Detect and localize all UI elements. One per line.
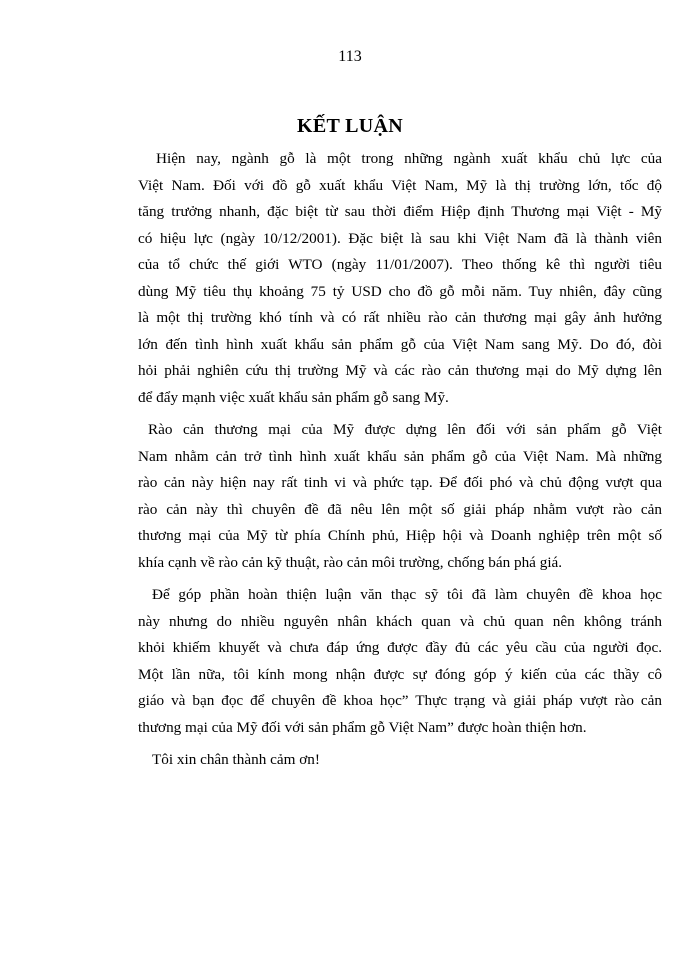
text-line: là một thị trường khó tính và có rất nhiều rào cản thương mại gây ảnh hưởng [138, 309, 662, 326]
text-line: của tổ chức thế giới WTO (ngày 11/01/2007). Theo thống kê thì người tiêu [138, 256, 662, 273]
text-line: khía cạnh về rào cản kỹ thuật, rào cản môi trường, chống bán phá giá. [138, 553, 563, 571]
text-line: Việt Nam. Đối với đồ gỗ xuất khẩu Việt Nam, Mỹ là thị trường lớn, tốc độ [138, 176, 662, 194]
section-heading: KẾT LUẬN [297, 115, 403, 137]
text-line: khỏi khiếm khuyết và chưa đáp ứng được đầy đủ các yêu cầu của người đọc. [138, 639, 662, 656]
text-line: giáo và bạn đọc để chuyên đề khoa học” Thực trạng và giải pháp vượt rào cản [138, 692, 662, 709]
text-line: Nam nhằm cản trở tình hình xuất khẩu sản phẩm gỗ của Việt Nam. Mà những [138, 447, 662, 465]
body-text [138, 146, 662, 780]
text-line: Để góp phần hoàn thiện luận văn thạc sỹ tôi đã làm chuyên đề khoa học [152, 586, 662, 603]
text-line: Một lần nữa, tôi kính mong nhận được sự đóng góp ý kiến của các thầy cô [138, 665, 662, 683]
text-line: có hiệu lực (ngày 10/12/2001). Đặc biệt là sau khi Việt Nam đã là thành viên [138, 229, 662, 247]
text-line: này nhưng do nhiều nguyên nhân khách quan và chủ quan nên không tránh [138, 612, 662, 630]
page-number: 113 [338, 48, 362, 65]
paragraph-3 [138, 582, 662, 741]
text-line: thương mại của Mỹ từ phía Chính phủ, Hiệp hội và Doanh nghiệp trên một số [138, 527, 662, 544]
text-line: Hiện nay, ngành gỗ là một trong những ngành xuất khẩu chủ lực của [156, 150, 662, 167]
text-line: Rào cản thương mại của Mỹ được dựng lên đối với sản phẩm gỗ Việt [148, 421, 662, 438]
paragraph-4 [138, 747, 662, 774]
text-line: dùng Mỹ tiêu thụ khoảng 75 tỷ USD cho đồ gỗ mỗi năm. Tuy nhiên, đây cũng [138, 282, 662, 300]
text-line: thương mại của Mỹ đối với sản phẩm gỗ Việt Nam” được hoàn thiện hơn. [138, 718, 587, 736]
text-line: rào cản này hiện nay rất tinh vi và phức tạp. Để đối phó và chủ động vượt qua [138, 474, 662, 491]
text-line: để đẩy mạnh việc xuất khẩu sản phẩm gỗ sang Mỹ. [138, 388, 449, 406]
text-line: hỏi phải nghiên cứu thị trường Mỹ và các rào cản thương mại do Mỹ dựng lên [138, 362, 662, 379]
paragraph-2 [138, 417, 662, 576]
paragraph-1 [138, 146, 662, 411]
text-line: tăng trưởng nhanh, đặc biệt từ sau thời điểm Hiệp định Thương mại Việt - Mỹ [138, 203, 662, 220]
text-line: lớn đến tình hình xuất khẩu sản phẩm gỗ của Việt Nam sang Mỹ. Do đó, đòi [138, 335, 662, 353]
closing-line: Tôi xin chân thành cảm ơn! [152, 751, 320, 768]
text-line: rào cản này thì chuyên đề đã nêu lên một số giải pháp nhằm vượt rào cản [138, 500, 662, 518]
